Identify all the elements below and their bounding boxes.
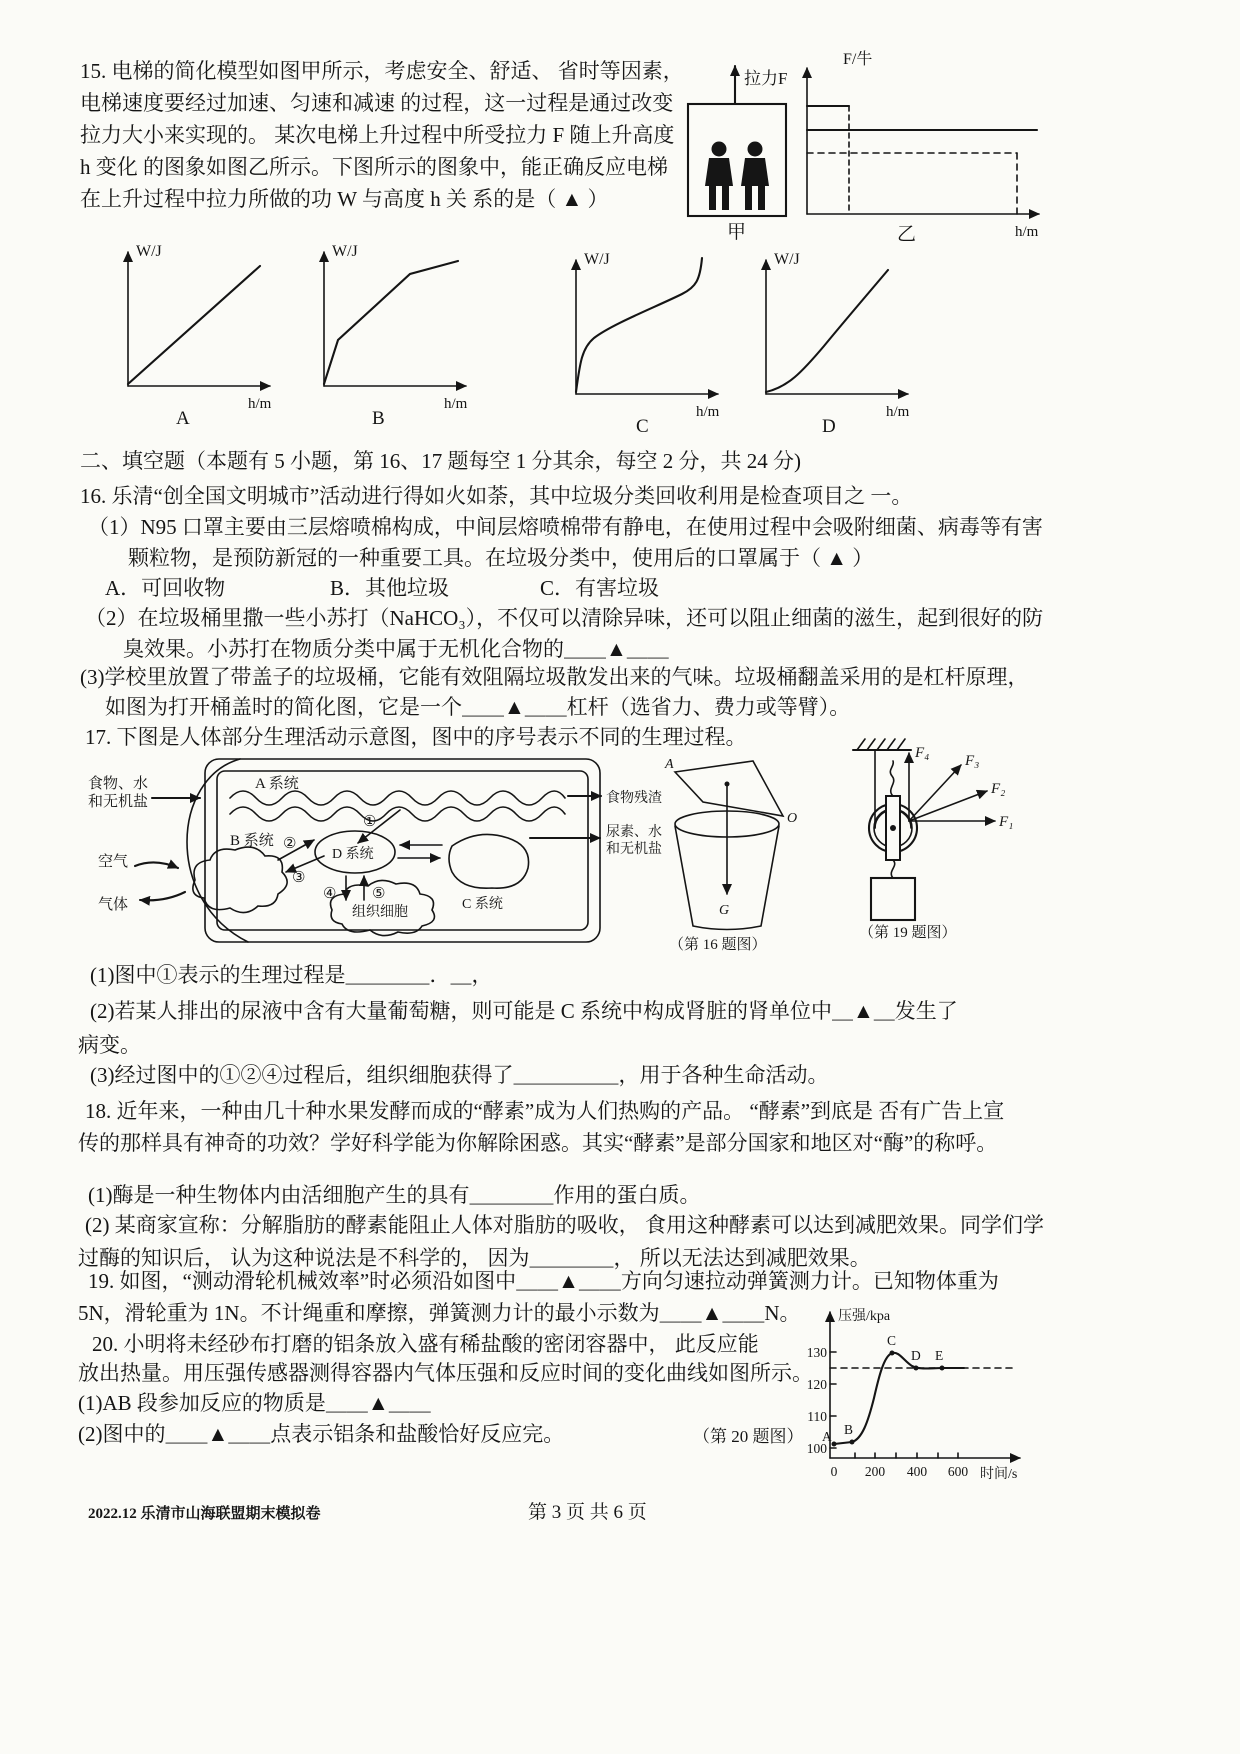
q16-item3-line1: (3)学校里放置了带盖子的垃圾桶，它能有效阻隔垃圾散发出来的气味。垃圾桶翻盖采用的是杠杆原理， (80, 665, 1029, 689)
force-f3-label: F₃ (965, 753, 980, 769)
q16-item3-line2: 如图为打开桶盖时的简化图，它是一个＿＿▲＿＿杠杆（选省力、费力或等臂）。 (105, 695, 851, 719)
option-b-graph (296, 236, 491, 429)
force-f4-label: F₄ (915, 745, 930, 761)
kidney-blob (449, 834, 529, 888)
force-f2-arrow (909, 791, 987, 821)
system-d-label: D 系统 (332, 847, 374, 862)
force-step-curve (807, 106, 1037, 214)
pressure-curve (834, 1353, 964, 1444)
q16-choice-a: A．可回收物 (105, 576, 226, 600)
y-axis-label: W/J (774, 251, 800, 268)
q18-item2-line1: (2) 某商家宣称：分解脂肪的酵素能阻止人体对脂肪的吸收， 食用这种酵素可以达到减肥效果。同学们学 (85, 1213, 1044, 1237)
figure-16-caption: （第 16 题图） (669, 937, 767, 953)
x-axis-label: h/m (1015, 224, 1039, 240)
system-b-label: B 系统 (230, 833, 274, 849)
x-tick-600: 600 (947, 1464, 969, 1479)
process-2-number: ② (283, 836, 297, 852)
food-residue-label: 食物残渣 (606, 791, 662, 806)
bottom-hook (891, 860, 894, 878)
digestive-tract-band (230, 791, 565, 821)
curve (128, 266, 260, 384)
x-axis-label: h/m (696, 404, 720, 420)
y-tick-120: 120 (806, 1377, 827, 1392)
y-tick-130: 130 (806, 1345, 827, 1360)
process-3-number: ③ (292, 870, 306, 886)
y-axis-label: W/J (332, 243, 358, 260)
process-5-number: ⑤ (372, 886, 386, 902)
figure-yi-caption: 乙 (897, 224, 917, 245)
y-axis-label: 压强/kpa (838, 1309, 891, 1324)
system-a-label: A 系统 (255, 776, 299, 792)
process-4-number: ④ (323, 886, 337, 902)
movable-pulley-diagram (845, 733, 1020, 940)
passenger-icon (705, 142, 733, 211)
gas-out-arrow (140, 892, 185, 900)
footer-page-number: 第 3 页 共 6 页 (528, 1502, 647, 1523)
q17-item2-line1: (2)若某人排出的尿液中含有大量葡萄糖，则可能是 C 系统中构成肾脏的肾单位中＿▲＿发生了 (90, 999, 958, 1023)
q16-intro: 16. 乐清“创全国文明城市”活动进行得如火如荼，其中垃圾分类回收利用是检查项目之 一。 (80, 484, 913, 508)
q17-intro: 17. 下图是人体部分生理活动示意图，图中的序号表示不同的生理过程。 (85, 725, 747, 749)
option-letter: A (176, 408, 190, 429)
bin-lid (675, 761, 783, 816)
urine-out-label-1: 尿素、水 (606, 825, 662, 840)
point-a-label: A (665, 757, 674, 772)
q16-item1-line1: （1）N95 口罩主要由三层熔喷棉构成，中间层熔喷棉带有静电，在使用过程中会吸附细菌、病毒等有害 (88, 515, 1043, 539)
option-a-graph (100, 236, 295, 429)
force-f2-label: F₂ (991, 781, 1006, 797)
q16-choice-c: C．有害垃圾 (540, 576, 660, 600)
x-tick-0: 0 (830, 1464, 838, 1479)
curve (324, 261, 458, 384)
q17-item1: (1)图中①表示的生理过程是＿＿＿＿．＿， (90, 963, 493, 987)
x-tick-400: 400 (906, 1464, 928, 1479)
y-axis-label: W/J (136, 243, 162, 260)
urine-out-label-2: 和无机盐 (606, 842, 662, 857)
air-in-arrow (135, 862, 178, 868)
curve (766, 270, 888, 392)
q16-item2-line1: （2）在垃圾桶里撒一些小苏打（NaHCO₃），不仅可以清除异味，还可以阻止细菌的滋生，起到很好的防 (85, 606, 1044, 630)
elevator-diagram (678, 52, 793, 242)
q16-item2-line2: 臭效果。小苏打在物质分类中属于无机化合物的＿＿▲＿＿ (123, 637, 669, 661)
lungs-cloud (193, 847, 287, 912)
option-letter: D (822, 416, 836, 437)
q17-item2-line2: 病变。 (78, 1033, 141, 1057)
pressure-time-chart (792, 1300, 1037, 1500)
y-tick-100: 100 (806, 1441, 827, 1456)
y-tick-110: 110 (807, 1409, 827, 1424)
option-d-graph (738, 244, 933, 437)
x-axis-label: h/m (444, 396, 468, 412)
process-1-number: ① (363, 814, 377, 830)
q18-line2: 传的那样具有神奇的功效？学好科学能为你解除困惑。其实“酵素”是部分国家和地区对“酶”的称呼。 (78, 1131, 998, 1155)
q17-item3: (3)经过图中的①②④过程后，组织细胞获得了＿＿＿＿＿，用于各种生命活动。 (90, 1063, 829, 1087)
x-axis-label: h/m (248, 396, 272, 412)
x-axis-label: 时间/s (980, 1467, 1018, 1482)
q19-line2: 5N，滑轮重为 1N。不计绳重和摩擦，弹簧测力计的最小示数为＿＿▲＿＿N。 (78, 1301, 801, 1325)
force-f1-label: F₁ (999, 814, 1014, 830)
footer-exam-title: 2022.12 乐清市山海联盟期末模拟卷 (88, 1506, 321, 1522)
section-2-title: 二、填空题（本题有 5 小题，第 16、17 题每空 1 分其余，每空 2 分，共 24 分) (80, 449, 801, 473)
option-c-graph (548, 244, 743, 437)
gas-out-label: 气体 (98, 897, 129, 913)
air-in-label: 空气 (98, 854, 129, 870)
q16-choice-b: B．其他垃圾 (330, 576, 450, 600)
q20-item1: (1)AB 段参加反应的物质是＿＿▲＿＿ (78, 1391, 431, 1415)
x-tick-200: 200 (864, 1464, 886, 1479)
q18-item1: (1)酶是一种生物体内由活细胞产生的具有＿＿＿＿作用的蛋白质。 (88, 1183, 701, 1207)
passenger-icon (741, 142, 769, 211)
q15-line-5: 在上升过程中拉力所做的功 W 与高度 h 关 系的是（ ▲ ） (80, 187, 609, 211)
q18-item2-line2: 过酶的知识后， 认为这种说法是不科学的， 因为＿＿＿＿， 所以无法达到减肥效果。 (78, 1246, 871, 1270)
point-d-label: D (911, 1348, 921, 1363)
weight-block (871, 878, 915, 920)
ceiling-hatch (853, 739, 911, 750)
y-axis-label: W/J (584, 251, 610, 268)
point-b-label: B (844, 1422, 854, 1437)
point-e-label: E (935, 1348, 944, 1363)
option-letter: B (372, 408, 385, 429)
q15-line-1: 15. 电梯的简化模型如图甲所示，考虑安全、舒适、 省时等因素， (80, 59, 684, 83)
y-axis-label: F/牛 (843, 51, 873, 68)
tissue-cells-label: 组织细胞 (352, 905, 408, 920)
point-c-label: C (887, 1333, 897, 1348)
q20-line2: 放出热量。用压强传感器测得容器内气体压强和反应时间的变化曲线如图所示。 (78, 1361, 813, 1385)
curve (576, 258, 702, 392)
system-c-label: C 系统 (462, 897, 503, 912)
q20-item2: (2)图中的＿＿▲＿＿点表示铝条和盐酸恰好反应完。 (78, 1422, 565, 1446)
top-hook (890, 761, 893, 796)
q15-line-3: 拉力大小来实现的。 某次电梯上升过程中所受拉力 F 随上升高度 (80, 123, 675, 147)
force-height-graph (793, 46, 1053, 244)
point-a-label: A (822, 1429, 832, 1444)
force-f3-arrow (909, 765, 961, 821)
option-letter: C (636, 416, 649, 437)
q15-line-4: h 变化 的图象如图乙所示。下图所示的图象中，能正确反应电梯 (80, 155, 668, 179)
pivot-o-label: O (787, 811, 798, 826)
physiology-diagram (80, 750, 680, 955)
x-axis-label: h/m (886, 404, 910, 420)
food-in-label-2: 和无机盐 (88, 794, 149, 810)
food-in-label-1: 食物、水 (88, 776, 149, 792)
figure-jia-caption: 甲 (727, 222, 747, 243)
pull-force-label: 拉力F (744, 69, 788, 88)
q19-line1: 19. 如图，“测动滑轮机械效率”时必须沿如图中＿＿▲＿＿方向匀速拉动弹簧测力计。已知物体重为 (88, 1269, 999, 1293)
q15-line-2: 电梯速度要经过加速、匀速和减速 的过程，这一过程是通过改变 (80, 91, 674, 115)
q16-item1-line2: 颗粒物，是预防新冠的一种重要工具。在垃圾分类中，使用后的口罩属于（ ▲ ） (128, 546, 874, 570)
axle-dot (890, 825, 896, 831)
figure-19-caption: （第 19 题图） (859, 925, 957, 941)
gravity-label: G (719, 903, 730, 918)
q18-line1: 18. 近年来，一种由几十种水果发酵而成的“酵素”成为人们热购的产品。 “酵素”到底是 否有广告上宣 (85, 1099, 1005, 1123)
trash-bin-lever-diagram (653, 752, 808, 952)
figure-20-caption: （第 20 题图） (693, 1427, 804, 1446)
elevator-cabin (688, 104, 786, 216)
q20-line1: 20. 小明将未经砂布打磨的铝条放入盛有稀盐酸的密闭容器中， 此反应能 (92, 1332, 759, 1356)
